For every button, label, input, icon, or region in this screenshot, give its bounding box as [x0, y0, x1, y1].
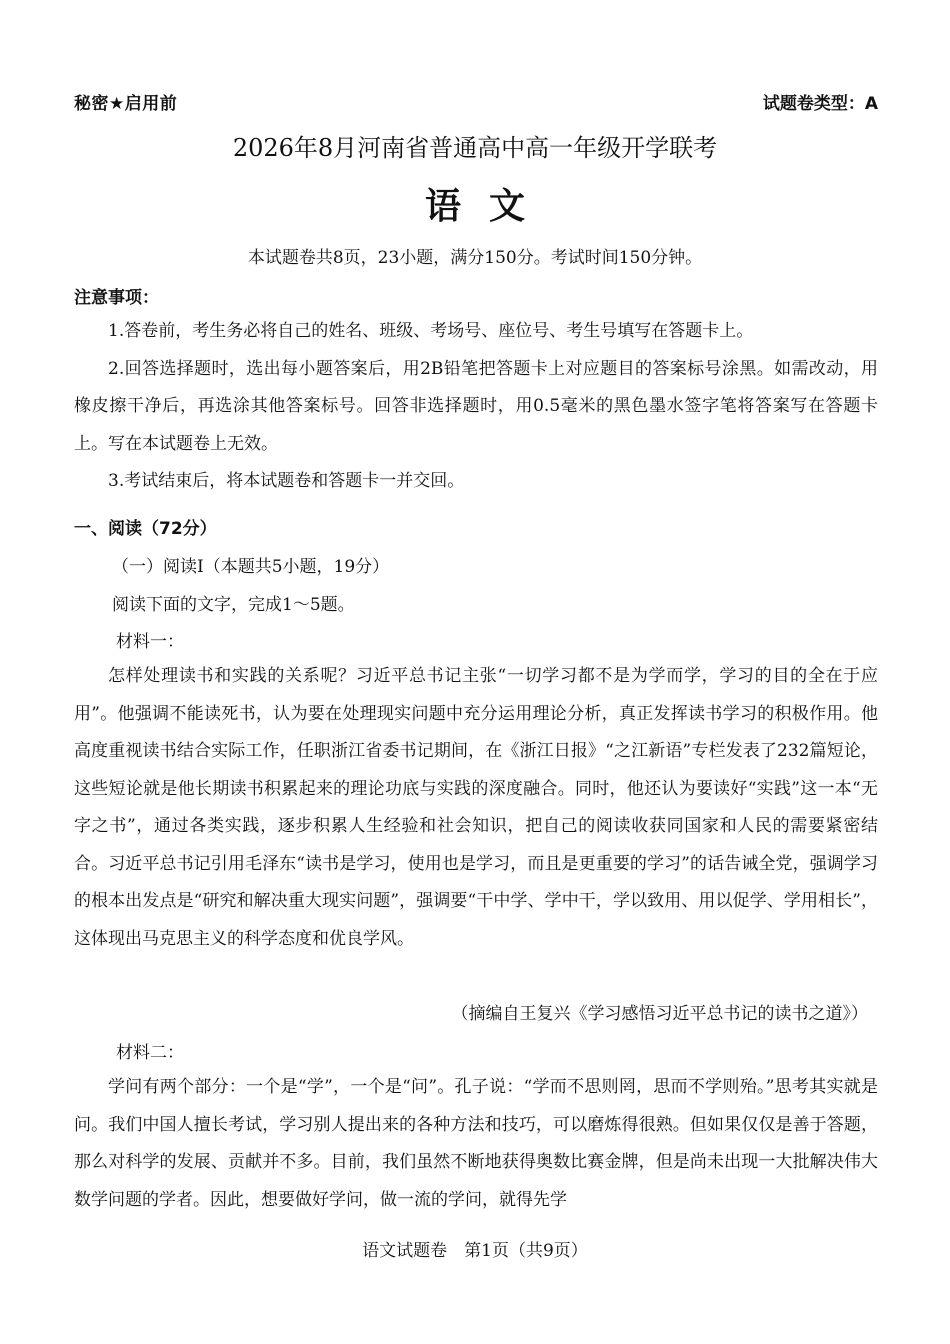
- notice-list: [74, 313, 878, 501]
- page-footer: 语文试题卷 第1页（共9页）: [362, 1241, 588, 1261]
- subject-title: 语文: [424, 185, 553, 227]
- material-one-text: [74, 658, 878, 958]
- material-two-text: [74, 1069, 878, 1219]
- material-one-paragraph: 怎样处理读书和实践的关系呢？习近平总书记主张“一切学习都不是为学而学，学习的目的全在于应用”。他强调不能读死书，认为要在处理现实问题中充分运用理论分析，真正发挥读书学习的积极作用。他高度重视读书结合实际工作，任职浙江省委书记期间，在《浙江日报》“之江新语”专栏发表了232篇短论，这些短论就是他长期读书积累起来的理论功底与实践的深度融合。同时，他还认为要读好“实践”这一本“无字之书”，通过各类实践，逐步积累人生经验和社会知识，把自己的阅读收获同国家和人民的需要紧密结合。习近平总书记引用毛泽东“读书是学习，使用也是学习，而且是更重要的学习”的话告诫全党，强调学习的根本出发点是“研究和解决重大现实问题”，强调要“干中学、学中干，学以致用、用以促学、学用相长”，这体现出马克思主义的科学态度和优良学风。: [74, 666, 878, 949]
- notice-heading: 注意事项：: [74, 288, 159, 308]
- material-one-label: 材料一：: [116, 632, 184, 652]
- material-two-label: 材料二：: [116, 1043, 184, 1063]
- notice-item: 2.回答选择题时，选出每小题答案后，用2B铅笔把答题卡上对应题目的答案标号涂黑。如需改动，用橡皮擦干净后，再选涂其他答案标号。回答非选择题时，用0.5毫米的黑色墨水签字笔将答案写在答题卡上。写在本试题卷上无效。: [74, 358, 878, 454]
- sub-section-heading: （一）阅读Ⅰ（本题共5小题，19分）: [112, 557, 390, 577]
- material-one-source: （摘编自王复兴《学习感悟习近平总书记的读书之道》）: [451, 1004, 868, 1024]
- notice-item: 1.答卷前，考生务必将自己的姓名、班级、考场号、座位号、考生号填写在答题卡上。: [108, 321, 754, 341]
- paper-type-label: 试题卷类型：A: [762, 94, 878, 114]
- material-two-paragraph: 学问有两个部分：一个是“学”，一个是“问”。孔子说：“学而不思则罔，思而不学则殆。”思考其实就是问。我们中国人擅长考试，学习别人提出来的各种方法和技巧，可以磨炼得很熟。但如果仅仅是善于答题，那么对科学的发展、贡献并不多。目前，我们虽然不断地获得奥数比赛金牌，但是尚未出现一大批解决伟大数学问题的学者。因此，想要做好学问，做一流的学问，就得先学: [74, 1077, 878, 1210]
- notice-item: 3.考试结束后，将本试题卷和答题卡一并交回。: [108, 471, 465, 491]
- section-heading: 一、阅读（72分）: [74, 519, 217, 539]
- reading-instruction: 阅读下面的文字，完成1～5题。: [112, 595, 355, 615]
- confidential-label: 秘密★启用前: [74, 94, 178, 114]
- exam-title: 2026年8月河南省普通高中高一年级开学联考: [232, 134, 718, 162]
- exam-info: 本试题卷共8页，23小题，满分150分。考试时间150分钟。: [247, 248, 703, 268]
